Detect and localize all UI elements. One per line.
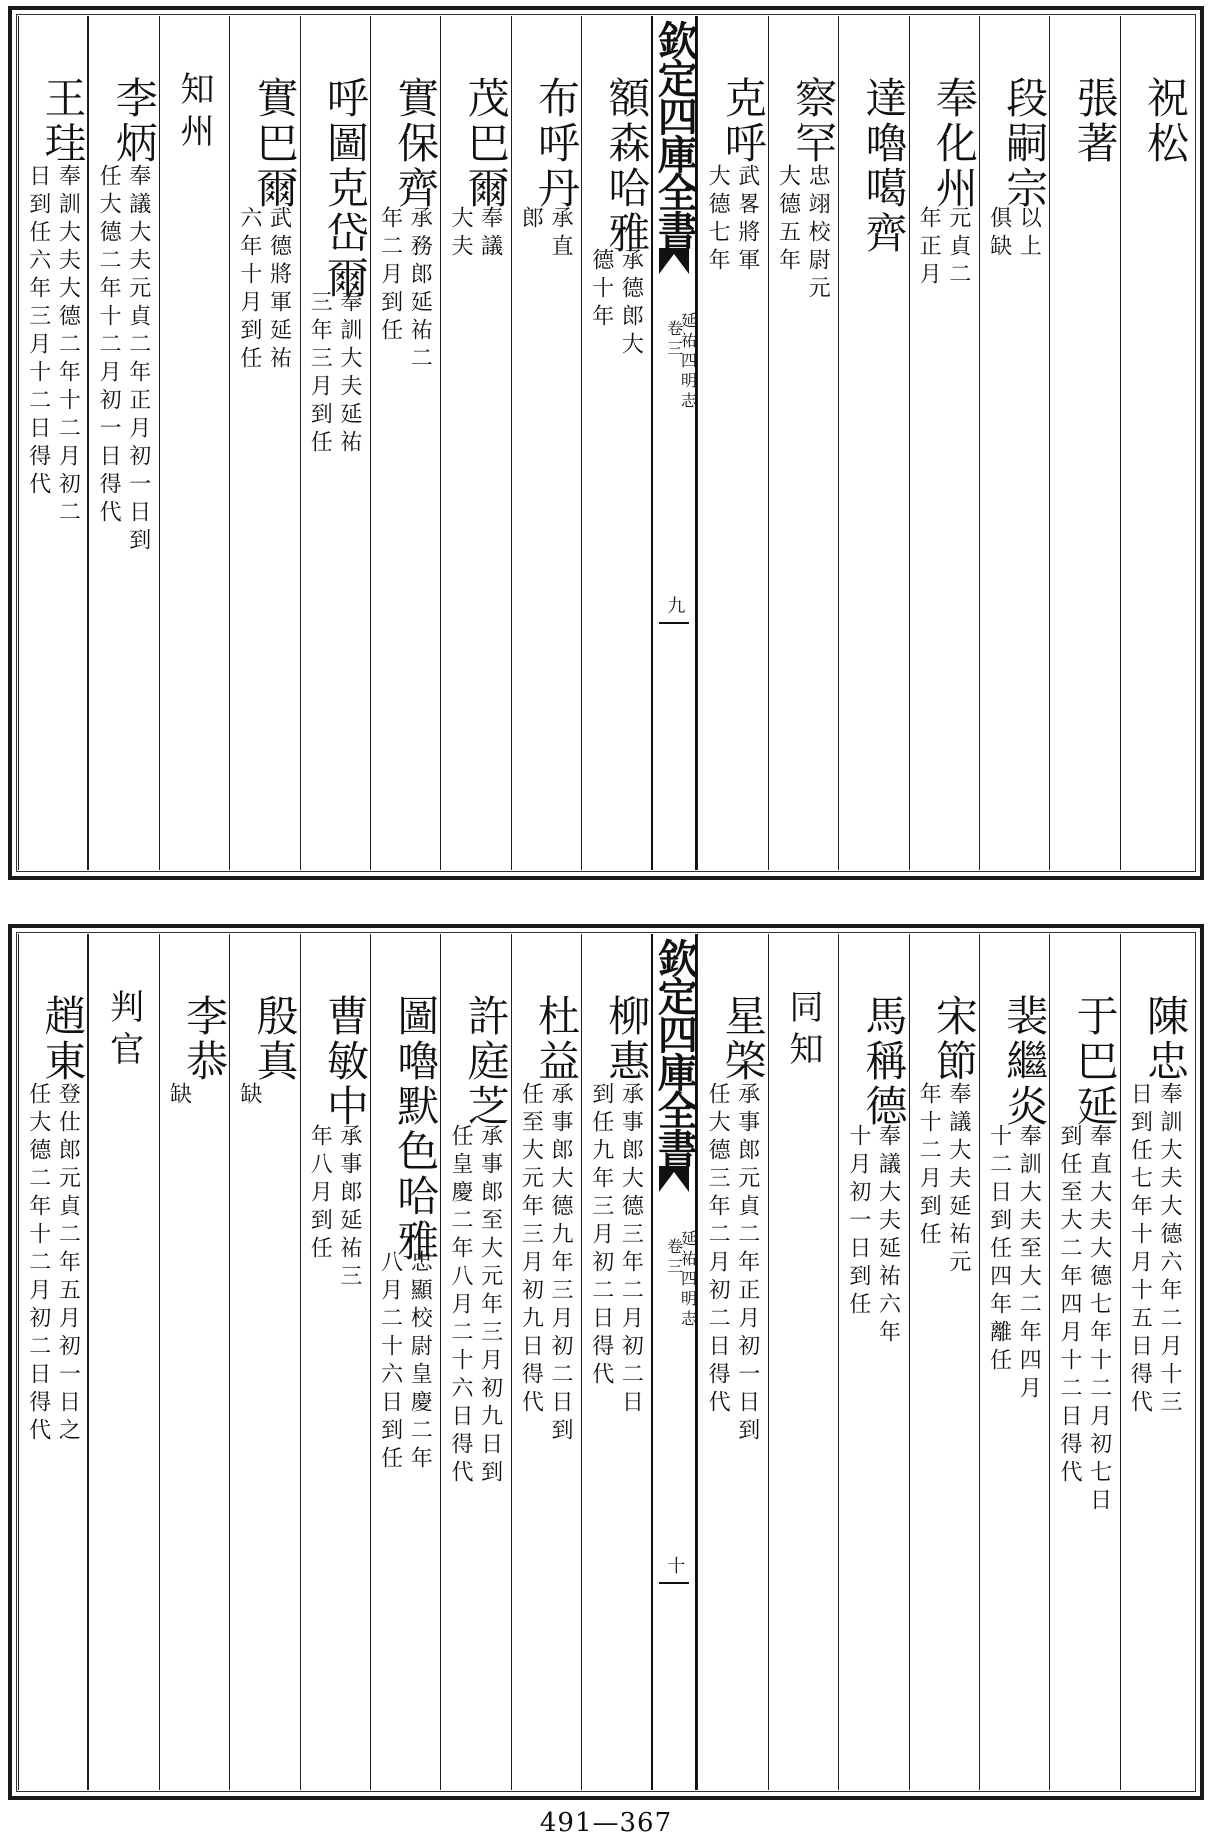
annotation-line: 三年三月到任 <box>307 290 333 458</box>
entry-column <box>1049 16 1119 870</box>
official-name: 許庭芝 <box>461 994 511 1129</box>
official-name: 于巴延 <box>1070 994 1120 1129</box>
official-name: 額森哈雅 <box>602 76 652 256</box>
entry-column <box>838 934 908 1790</box>
annotation-line: 年正月 <box>916 206 942 290</box>
annotation <box>702 164 761 276</box>
entry-column <box>370 934 440 1790</box>
official-name: 柳惠 <box>602 994 652 1084</box>
entry-column <box>370 16 440 870</box>
annotation-line: 缺 <box>236 1082 262 1110</box>
annotation-line: 承事郎大德三年二月初二日 <box>618 1082 644 1418</box>
center-fold-column <box>651 934 697 1790</box>
annotation-line: 大德七年 <box>705 164 731 276</box>
annotation-line: 武畧將軍 <box>734 164 760 276</box>
annotation-line: 大德五年 <box>775 164 801 276</box>
annotation-line: 十月初一日到任 <box>845 1124 871 1320</box>
annotation-line: 日到任七年十月十五日得代 <box>1127 1082 1153 1418</box>
annotation-line: 奉訓大夫延祐 <box>336 290 362 458</box>
annotation <box>445 206 504 262</box>
annotation <box>234 206 293 374</box>
office-column <box>768 934 838 1790</box>
annotation-line: 到任至大二年四月十二日得代 <box>1056 1124 1082 1488</box>
annotation <box>305 1124 364 1292</box>
top-page-columns <box>18 16 1194 870</box>
office-title: 同知 <box>782 989 823 1073</box>
annotation-line: 承德郎大 <box>618 248 644 360</box>
official-name: 實巴爾 <box>250 76 300 211</box>
annotation-line: 奉議 <box>477 206 503 262</box>
leaf-number: 十 <box>664 1556 686 1574</box>
annotation-line: 奉議大夫延祐元 <box>945 1082 971 1278</box>
book-name: 延祐四明志 <box>678 1230 698 1330</box>
annotation-line: 承事郎延祐三 <box>336 1124 362 1292</box>
entry-column <box>300 16 370 870</box>
annotation <box>164 1082 194 1110</box>
office-title: 知州 <box>173 71 214 155</box>
official-name: 裴繼炎 <box>1000 994 1050 1129</box>
annotation-line: 年十二月到任 <box>916 1082 942 1250</box>
annotation-line: 承事郎至大元年三月初九日到 <box>477 1124 503 1488</box>
entry-column <box>979 16 1049 870</box>
top-page <box>8 6 1204 880</box>
annotation-line: 德十年 <box>588 248 614 332</box>
juan-number: 卷三 <box>664 1238 684 1278</box>
office-column <box>159 16 229 870</box>
annotation <box>702 1082 761 1446</box>
leaf-number: 九 <box>664 596 686 614</box>
entry-column <box>838 16 908 870</box>
annotation-line: 任大德三年二月初二日得代 <box>705 1082 731 1418</box>
entry-column <box>300 934 370 1790</box>
annotation-line: 武德將軍延祐 <box>266 206 292 374</box>
series-title: 欽定四庫全書 <box>651 20 699 248</box>
annotation <box>234 1082 264 1110</box>
annotation-line: 年二月到任 <box>377 206 403 346</box>
fish-tail-mark <box>659 248 689 274</box>
official-name: 陳忠 <box>1141 994 1190 1084</box>
official-name: 圖嚕默色哈雅 <box>391 994 441 1264</box>
entry-column <box>979 934 1049 1790</box>
fish-tail-mark <box>659 1166 689 1192</box>
annotation <box>914 206 973 290</box>
annotation-line: 日到任六年三月十二日得代 <box>25 164 51 500</box>
annotation <box>586 248 645 360</box>
annotation-line: 以上 <box>1016 206 1042 262</box>
annotation <box>23 164 82 528</box>
entry-column <box>697 934 767 1790</box>
book-name: 延祐四明志 <box>678 312 698 412</box>
annotation-line: 承事郎大德九年三月初二日到 <box>548 1082 573 1446</box>
annotation-line: 奉議大夫元貞二年正月初一日到 <box>125 164 151 556</box>
annotation <box>914 1082 973 1278</box>
official-name: 察罕 <box>789 76 839 166</box>
annotation <box>93 164 152 556</box>
entry-column <box>1120 934 1190 1790</box>
page-number: 491—367 <box>539 1808 673 1838</box>
official-name: 段嗣宗 <box>1000 76 1050 211</box>
entry-column <box>440 16 510 870</box>
annotation-line: 忠翊校尉元 <box>805 164 831 304</box>
annotation-line: 登仕郎元貞二年五月初一日之 <box>55 1082 81 1446</box>
annotation <box>586 1082 645 1418</box>
official-name: 克呼 <box>718 76 768 166</box>
annotation-line: 十二日到任四年離任 <box>986 1124 1012 1376</box>
entry-column <box>697 16 767 870</box>
entry-column <box>88 16 158 870</box>
entry-column <box>1049 934 1119 1790</box>
annotation <box>375 1250 434 1474</box>
annotation-line: 任大德二年十二月初一日得代 <box>96 164 122 528</box>
annotation-line: 奉訓大夫大德二年十二月初二 <box>55 164 81 528</box>
entry-column <box>581 934 651 1790</box>
annotation <box>984 206 1043 262</box>
official-name: 實保齊 <box>391 76 441 211</box>
bottom-page <box>8 924 1204 1800</box>
center-fold-column <box>651 16 697 870</box>
official-name: 趙東 <box>38 994 88 1084</box>
official-name: 李炳 <box>109 76 159 166</box>
series-title: 欽定四庫全書 <box>651 938 699 1166</box>
entry-column <box>18 16 88 870</box>
annotation-line: 承務郎延祐二 <box>407 206 433 374</box>
entry-column <box>229 934 299 1790</box>
annotation <box>843 1124 902 1348</box>
leaf-rule <box>659 622 689 624</box>
annotation-line: 忠顯校尉皇慶二年 <box>407 1250 433 1474</box>
entry-column <box>18 934 88 1790</box>
annotation-line: 奉訓大夫至大二年四月 <box>1016 1124 1042 1404</box>
entry-column <box>229 16 299 870</box>
annotation-line: 八月二十六日到任 <box>377 1250 403 1474</box>
official-name: 曹敏中 <box>320 994 370 1129</box>
annotation <box>375 206 434 374</box>
entry-column <box>159 934 229 1790</box>
official-name: 張著 <box>1070 76 1120 166</box>
entry-column <box>1120 16 1190 870</box>
official-name: 殷真 <box>250 994 300 1084</box>
juan-number: 卷三 <box>664 320 684 360</box>
annotation-line: 缺 <box>166 1082 192 1110</box>
annotation-line: 元貞二 <box>945 206 971 290</box>
annotation-line: 俱缺 <box>986 206 1012 262</box>
entry-column <box>511 16 581 870</box>
annotation <box>1125 1082 1184 1418</box>
annotation <box>516 206 575 262</box>
annotation-line: 任皇慶二年八月二十六日得代 <box>447 1124 473 1488</box>
official-name: 布呼丹 <box>532 76 581 211</box>
official-name: 呼圖克岱爾 <box>320 76 370 301</box>
annotation-line: 任至大元年三月初九日得代 <box>518 1082 544 1418</box>
entry-column <box>581 16 651 870</box>
annotation-line: 郎 <box>518 206 544 234</box>
entry-column <box>440 934 510 1790</box>
official-name: 達嚕噶齊 <box>859 76 909 256</box>
official-name: 祝松 <box>1141 76 1190 166</box>
annotation <box>305 290 364 458</box>
official-name: 宋節 <box>929 994 979 1084</box>
annotation <box>445 1124 504 1488</box>
office-title: 判官 <box>103 989 144 1073</box>
official-name: 杜益 <box>532 994 581 1084</box>
annotation-line: 大夫 <box>447 206 473 262</box>
entry-column <box>768 16 838 870</box>
annotation-line: 到任九年三月初二日得代 <box>588 1082 614 1390</box>
annotation <box>773 164 832 304</box>
official-name: 星棨 <box>718 994 768 1084</box>
entry-column <box>909 934 979 1790</box>
annotation <box>23 1082 82 1446</box>
official-name: 奉化州 <box>929 76 979 211</box>
annotation-line: 年八月到任 <box>307 1124 333 1264</box>
annotation-line: 六年十月到任 <box>236 206 262 374</box>
leaf-rule <box>659 1582 689 1584</box>
annotation-line: 承直 <box>548 206 573 262</box>
annotation-line: 奉訓大夫大德六年二月十三 <box>1157 1082 1182 1418</box>
official-name: 李恭 <box>180 994 230 1084</box>
annotation <box>516 1082 575 1446</box>
official-name: 茂巴爾 <box>461 76 511 211</box>
annotation-line: 任大德二年十二月初二日得代 <box>25 1082 51 1446</box>
office-column <box>88 934 158 1790</box>
official-name: 馬稱德 <box>859 994 909 1129</box>
annotation-line: 奉直大夫大德七年十二月初七日 <box>1086 1124 1112 1516</box>
entry-column <box>909 16 979 870</box>
annotation-line: 承事郎元貞二年正月初一日到 <box>734 1082 760 1446</box>
official-name: 王珪 <box>38 76 88 166</box>
annotation <box>984 1124 1043 1404</box>
annotation-line: 奉議大夫延祐六年 <box>875 1124 901 1348</box>
annotation <box>1054 1124 1113 1516</box>
bottom-page-columns <box>18 934 1194 1790</box>
entry-column <box>511 934 581 1790</box>
